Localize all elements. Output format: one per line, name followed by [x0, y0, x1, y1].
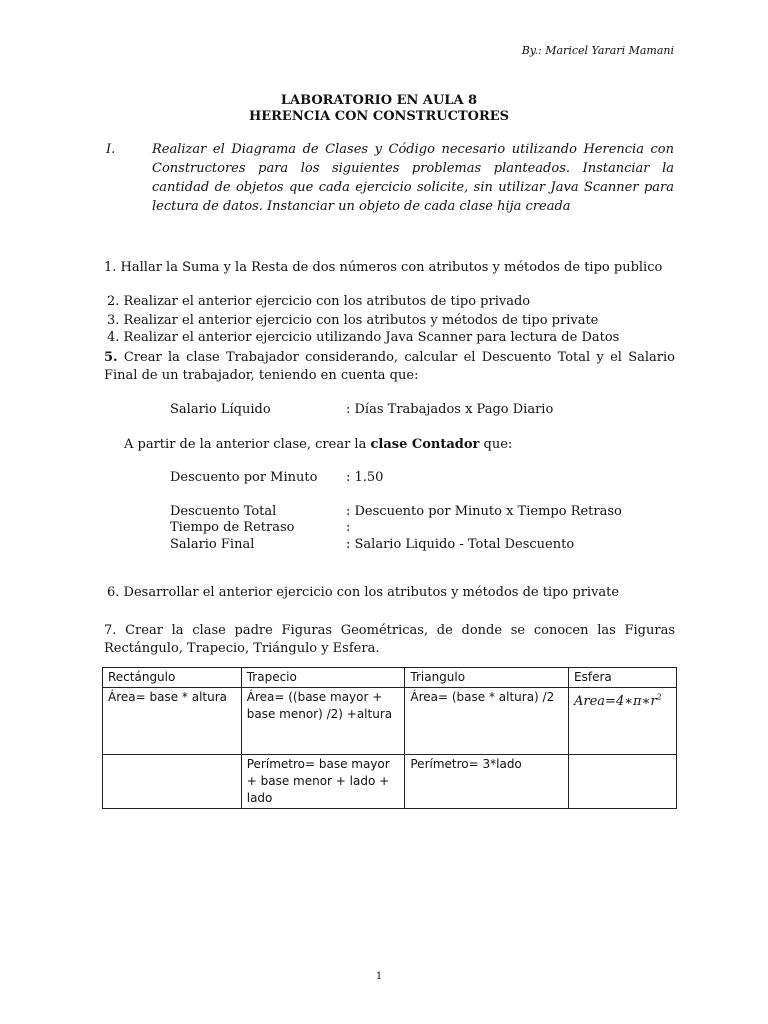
- salario-final-label: Salario Final: [170, 537, 255, 552]
- descuento-total-label: Descuento Total: [170, 504, 277, 519]
- perimetro-esfera: [569, 755, 677, 809]
- tiempo-retraso-label: Tiempo de Retraso: [170, 520, 295, 535]
- table-row-area: [103, 688, 677, 755]
- area-esfera-formula: $Area=4∗\pi∗r^2$: [574, 693, 662, 710]
- contador-intro: [124, 437, 512, 452]
- item-2: 2. Realizar el anterior ejercicio con los atributos de tipo privado: [107, 294, 531, 309]
- header-esfera: Esfera: [569, 668, 677, 688]
- salario-liquido-value: : Días Trabajados x Pago Diario: [346, 402, 554, 417]
- descuento-minuto-value: : 1.50: [346, 470, 384, 485]
- descuento-minuto-label: Descuento por Minuto: [170, 470, 318, 485]
- header-rectangulo: Rectángulo: [103, 668, 242, 688]
- perimetro-trapecio: Perímetro= base mayor + base menor + lado + lado: [241, 755, 405, 809]
- item-7: 7. Crear la clase padre Figuras Geométricas, de donde se conocen las Figuras Rectángulo, Trapecio, Triángulo y Esfera.: [104, 623, 675, 656]
- author-header: By.: Maricel Yarari Mamani: [521, 44, 674, 57]
- salario-liquido-label: Salario Líquido: [170, 402, 271, 417]
- header-triangulo: Triangulo: [405, 668, 569, 688]
- item-3: 3. Realizar el anterior ejercicio con los atributos y métodos de tipo private: [107, 313, 599, 328]
- area-triangulo: Área= (base * altura) /2: [405, 688, 569, 755]
- contador-suffix: que:: [479, 437, 513, 452]
- area-esfera: [569, 688, 677, 755]
- section-instructions: Realizar el Diagrama de Clases y Código necesario utilizando Herencia con Constructores para los siguientes problemas planteados. Instanciar la cantidad de objetos que cada ejercicio solicite, sin utilizar Java Scanner para lectura de datos. Instanciar un objeto de cada clase hija creada: [152, 142, 674, 214]
- item-5-number: 5.: [104, 350, 118, 365]
- document-subtitle: HERENCIA CON CONSTRUCTORES: [248, 109, 510, 124]
- item-4: 4. Realizar el anterior ejercicio utilizando Java Scanner para lectura de Datos: [107, 330, 620, 345]
- item-6: 6. Desarrollar el anterior ejercicio con los atributos y métodos de tipo private: [107, 585, 620, 600]
- document-title: LABORATORIO EN AULA 8: [280, 93, 478, 108]
- item-5: [104, 349, 675, 385]
- table-header-row: [103, 668, 677, 688]
- item-1: 1. Hallar la Suma y la Resta de dos números con atributos y métodos de tipo publico: [104, 260, 663, 275]
- perimetro-rectangulo: [103, 755, 242, 809]
- section-number: I.: [106, 142, 116, 157]
- figures-table: [102, 667, 677, 809]
- contador-class-name: clase Contador: [370, 437, 480, 452]
- page-number: 1: [375, 971, 383, 982]
- contador-prefix: A partir de la anterior clase, crear la: [124, 437, 371, 452]
- descuento-total-value: : Descuento por Minuto x Tiempo Retraso: [346, 504, 622, 519]
- tiempo-retraso-value: :: [346, 520, 351, 535]
- perimetro-triangulo: Perímetro= 3*lado: [405, 755, 569, 809]
- item-5-text: Crear la clase Trabajador considerando, calcular el Descuento Total y el Salario Final de un trabajador, teniendo en cuenta que:: [104, 350, 675, 383]
- header-trapecio: Trapecio: [241, 668, 405, 688]
- salario-final-value: : Salario Liquido - Total Descuento: [346, 537, 575, 552]
- table-row-perimeter: [103, 755, 677, 809]
- area-rectangulo: Área= base * altura: [103, 688, 242, 755]
- area-trapecio: Área= ((base mayor + base menor) /2) +altura: [241, 688, 405, 755]
